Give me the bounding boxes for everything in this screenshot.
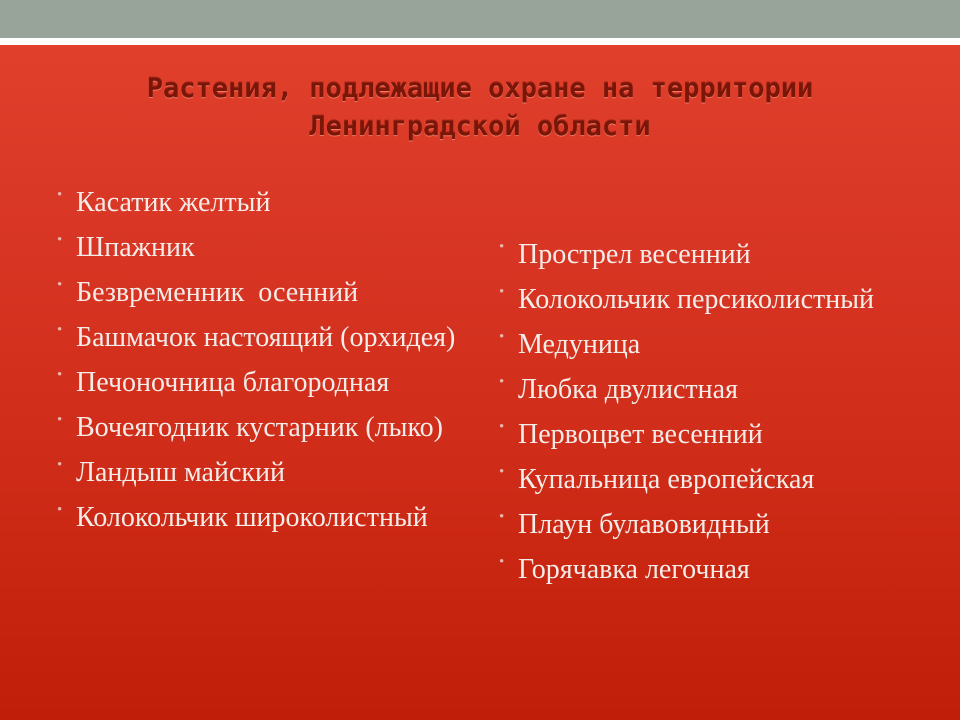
list-item-text: Касатик желтый <box>76 187 271 218</box>
bullet-dot-icon: • <box>57 232 63 248</box>
list-item <box>56 229 466 267</box>
list-item-text: Колокольчик широколистный <box>76 502 428 533</box>
list-item <box>56 184 466 222</box>
bullet-dot-icon: • <box>57 412 63 428</box>
list-item-text: Медуница <box>518 329 641 360</box>
plant-list-left <box>56 184 466 544</box>
bullet-dot-icon: • <box>499 464 505 480</box>
list-item-text: Безвременник осенний <box>76 277 359 308</box>
top-bar <box>0 0 960 38</box>
list-item <box>498 461 918 499</box>
bullet-dot-icon: • <box>499 284 505 300</box>
slide-title <box>40 70 920 146</box>
bullet-dot-icon: • <box>499 239 505 255</box>
list-item <box>56 364 466 402</box>
list-item-text: Печоночница благородная <box>76 367 390 398</box>
list-item-text: Любка двулистная <box>518 374 738 405</box>
list-item-text: Ландыш майский <box>76 457 285 488</box>
list-item-text: Прострел весенний <box>518 239 751 270</box>
bullet-dot-icon: • <box>499 419 505 435</box>
list-item <box>56 409 466 447</box>
list-item <box>56 499 466 537</box>
bullet-dot-icon: • <box>57 502 63 518</box>
bullet-dot-icon: • <box>57 457 63 473</box>
list-item-text: Вочеягодник кустарник (лыко) <box>76 412 443 443</box>
list-item-text: Купальница европейская <box>518 464 815 495</box>
list-item-text: Колокольчик персиколистный <box>518 284 875 315</box>
list-item-text: Шпажник <box>76 232 195 263</box>
bullet-dot-icon: • <box>57 187 63 203</box>
plant-list-right <box>498 236 918 596</box>
bullet-dot-icon: • <box>499 329 505 345</box>
list-item <box>498 236 918 274</box>
list-item <box>498 281 918 319</box>
bullet-dot-icon: • <box>57 367 63 383</box>
list-item <box>498 326 918 364</box>
list-item <box>56 274 466 312</box>
bullet-dot-icon: • <box>499 509 505 525</box>
slide-title-line-2: Ленинградской области <box>309 111 651 142</box>
list-item <box>498 506 918 544</box>
list-item <box>498 551 918 589</box>
bullet-dot-icon: • <box>57 277 63 293</box>
list-item <box>56 454 466 492</box>
list-item-text: Первоцвет весенний <box>518 419 763 450</box>
slide-title-line-1: Растения, подлежащие охране на территории <box>146 73 814 104</box>
list-item-text: Горячавка легочная <box>518 554 750 585</box>
top-divider-line <box>0 38 960 45</box>
bullet-dot-icon: • <box>57 322 63 338</box>
list-item <box>56 319 466 357</box>
list-item-text: Плаун булавовидный <box>518 509 770 540</box>
list-item <box>498 416 918 454</box>
bullet-dot-icon: • <box>499 554 505 570</box>
list-item-text: Башмачок настоящий (орхидея) <box>76 322 456 353</box>
list-item <box>498 371 918 409</box>
bullet-dot-icon: • <box>499 374 505 390</box>
